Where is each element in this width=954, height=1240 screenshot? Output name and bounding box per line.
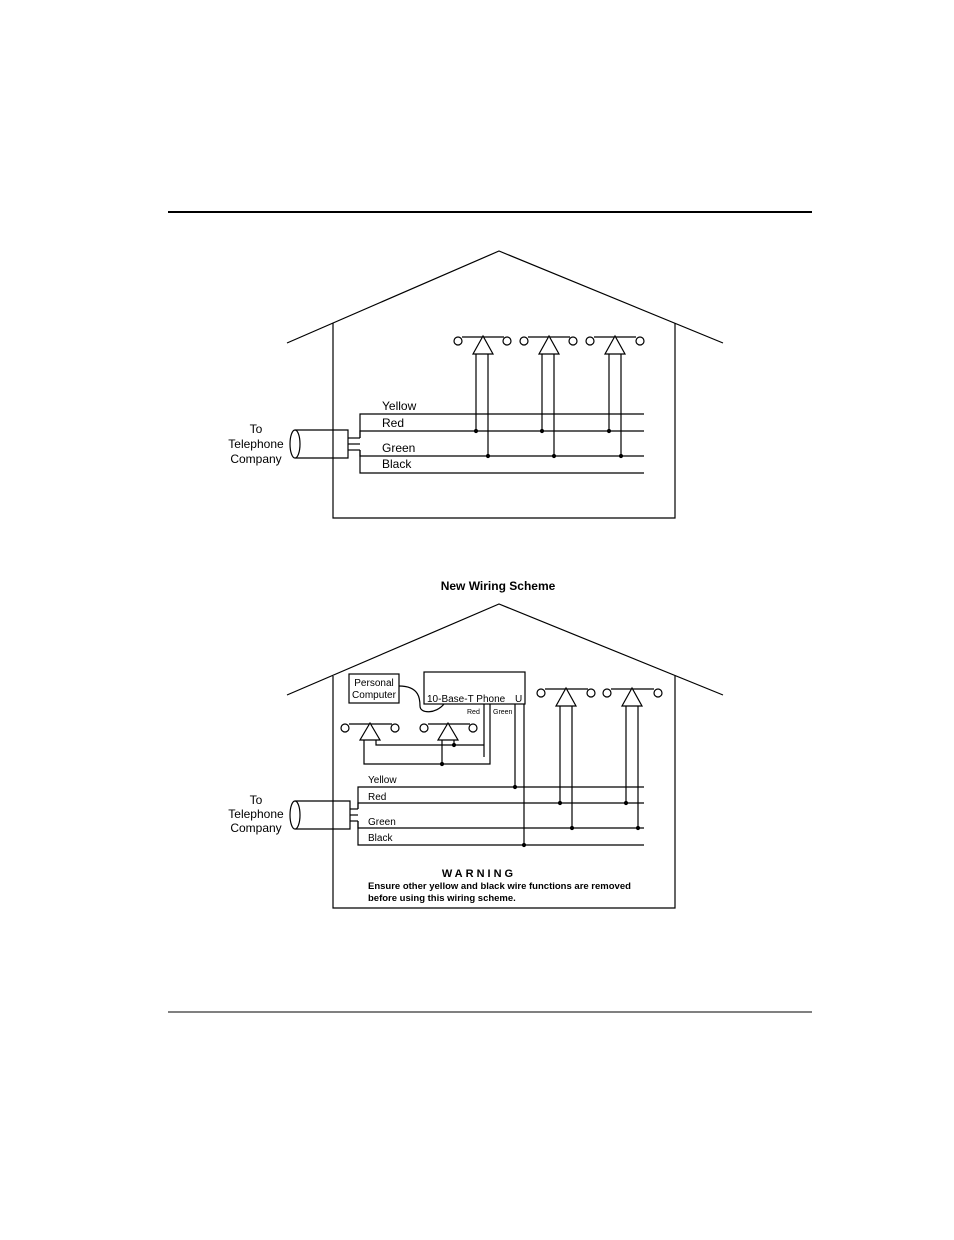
wire-green — [358, 821, 644, 828]
to-label-line3: Company — [230, 821, 282, 835]
wire-label-yellow: Yellow — [382, 399, 417, 413]
to-label-line2: Telephone — [228, 437, 284, 451]
telephone-cable — [290, 430, 360, 458]
pc-label-line1: Personal — [354, 678, 394, 689]
wire-black — [358, 821, 644, 845]
wire-label-black: Black — [382, 457, 412, 471]
phone-jack-5 — [603, 688, 662, 830]
diagram1-labels — [228, 399, 416, 471]
to-label-line2: Telephone — [228, 807, 284, 821]
box-red-wire-route — [376, 740, 484, 745]
warning-line1: Ensure other yellow and black wire functions are removed — [368, 881, 631, 892]
pc-label-line2: Computer — [352, 690, 396, 701]
warning-line2: before using this wiring scheme. — [368, 893, 516, 904]
to-label-line1: To — [249, 422, 263, 436]
inner-jack-2 — [420, 723, 477, 740]
house-roof — [287, 251, 723, 343]
port-red-label: Red — [467, 709, 480, 716]
wire-label-green: Green — [382, 441, 416, 455]
wire-label-black: Black — [368, 833, 393, 844]
inner-jack-1 — [341, 723, 399, 740]
diagram-new-wiring — [287, 604, 723, 908]
wire-label-red: Red — [382, 416, 405, 430]
box-u-label: U — [515, 694, 523, 705]
house-roof — [287, 604, 723, 695]
wire-red — [360, 431, 644, 438]
to-label-line1: To — [249, 793, 263, 807]
phone-jack-1 — [454, 336, 511, 458]
wire-label-green: Green — [368, 817, 396, 828]
port-green-label: Green — [493, 709, 513, 716]
wire-bundle — [358, 787, 644, 845]
diagram-existing-wiring — [287, 251, 723, 518]
wire-yellow — [358, 787, 644, 809]
wire-label-red: Red — [368, 792, 387, 803]
phone-jack-3 — [586, 336, 644, 458]
to-label-line3: Company — [230, 452, 282, 466]
warning-title: WARNING — [441, 868, 517, 880]
wire-label-yellow: Yellow — [368, 775, 397, 786]
diagram2-title: New Wiring Scheme — [440, 579, 556, 593]
base-t-phone-label: 10-Base-T Phone — [427, 694, 506, 705]
wire-red — [358, 803, 644, 809]
telephone-cable — [290, 801, 358, 829]
phone-jack-2 — [520, 336, 577, 458]
phone-jack-4 — [537, 688, 595, 830]
